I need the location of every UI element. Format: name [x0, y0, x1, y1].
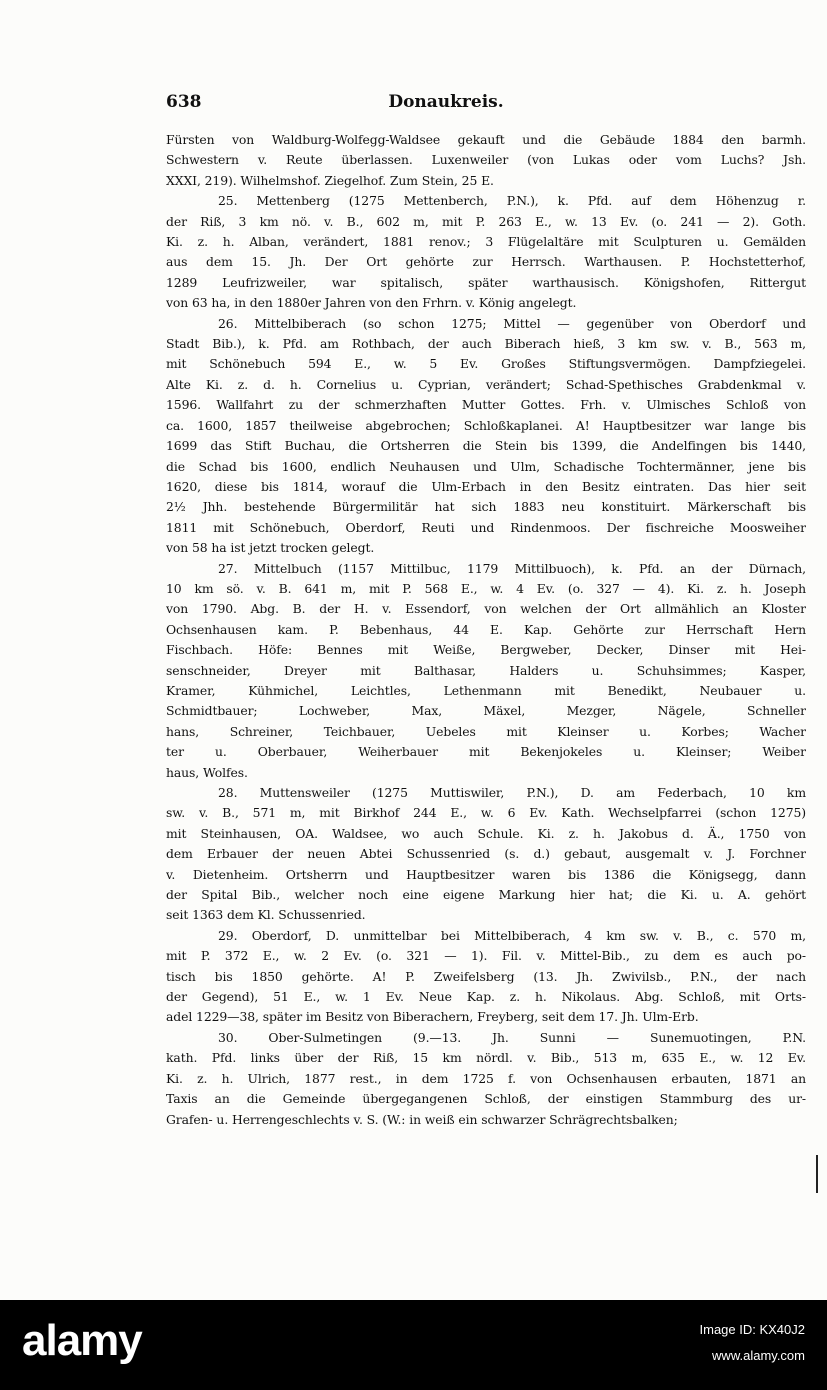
- entry-paragraph: [166, 783, 806, 926]
- text-line: Ochsenhausen kam. P. Bebenhaus, 44 E. Kap. Gehörte zur Herrschaft Hern: [166, 621, 806, 637]
- body-text: [166, 130, 806, 1130]
- entry-paragraph: [166, 1028, 806, 1130]
- text-line: 2½ Jhh. bestehende Bürgermilitär hat sich 1883 neu konstituirt. Märkerschaft bis: [166, 499, 806, 515]
- text-line: adel 1229—38, später im Besitz von Biberachern, Freyberg, seit dem 17. Jh. Ulm-Erb.: [166, 1009, 699, 1025]
- text-line: haus, Wolfes.: [166, 764, 248, 780]
- text-line: 28. Muttensweiler (1275 Muttiswiler, P.N.), D. am Federbach, 10 km: [218, 785, 806, 800]
- text-line: Grafen- u. Herrengeschlechts v. S. (W.: in weiß ein schwarzer Schrägrechtsbalken;: [166, 1111, 678, 1127]
- text-line: Fürsten von Waldburg-Wolfegg-Waldsee gekauft und die Gebäude 1884 den barmh.: [166, 132, 806, 147]
- text-line: 25. Mettenberg (1275 Mettenberch, P.N.), k. Pfd. auf dem Höhenzug r.: [218, 193, 806, 209]
- text-line: 1289 Leufrizweiler, war spitalisch, später warthausisch. Königshofen, Rittergut: [166, 274, 806, 290]
- text-line: Taxis an die Gemeinde übergegangenen Schloß, der einstigen Stammburg des ur-: [166, 1091, 806, 1107]
- text-line: hans, Schreiner, Teichbauer, Uebeles mit Kleinser u. Korbes; Wacher: [166, 723, 806, 739]
- watermark-footer: [0, 1300, 827, 1390]
- text-line: 1699 das Stift Buchau, die Ortsherren die Stein bis 1399, die Andelfingen bis 1440,: [166, 438, 806, 454]
- text-line: Stadt Bib.), k. Pfd. am Rothbach, der auch Biberach hieß, 3 km sw. v. B., 563 m,: [166, 336, 806, 352]
- text-line: senschneider, Dreyer mit Balthasar, Halders u. Schuhsimmes; Kasper,: [166, 662, 806, 678]
- text-line: Alte Ki. z. d. h. Cornelius u. Cyprian, verändert; Schad-Spethisches Grabdenkmal v.: [166, 376, 806, 392]
- text-line: 26. Mittelbiberach (so schon 1275; Mittel — gegenüber von Oberdorf und: [218, 315, 806, 331]
- footer-url: www.alamy.com: [712, 1348, 805, 1363]
- text-line: 29. Oberdorf, D. unmittelbar bei Mittelbiberach, 4 km sw. v. B., c. 570 m,: [218, 927, 806, 943]
- text-line: seit 1363 dem Kl. Schussenried.: [166, 907, 366, 923]
- text-line: mit Steinhausen, OA. Waldsee, wo auch Schule. Ki. z. h. Jakobus d. Ä., 1750 von: [166, 825, 806, 841]
- running-head: Donaukreis.: [388, 92, 504, 112]
- text-line: 27. Mittelbuch (1157 Mittilbuc, 1179 Mittilbuoch), k. Pfd. an der Dürnach,: [218, 560, 806, 576]
- image-id: Image ID: KX40J2: [699, 1322, 805, 1337]
- intro-paragraph: [166, 130, 806, 191]
- text-line: 1620, diese bis 1814, worauf die Ulm-Erbach in den Besitz eintraten. Das hier seit: [166, 478, 806, 494]
- page-edge-mark: [816, 1155, 818, 1193]
- text-line: dem Erbauer der neuen Abtei Schussenried (s. d.) gebaut, ausgemalt v. J. Forchner: [166, 846, 806, 862]
- text-line: aus dem 15. Jh. Der Ort gehörte zur Herrsch. Warthausen. P. Hochstetterhof,: [166, 254, 806, 270]
- text-line: Kramer, Kühmichel, Leichtles, Lethenmann mit Benedikt, Neubauer u.: [166, 682, 806, 698]
- text-line: tisch bis 1850 gehörte. A! P. Zweifelsberg (13. Jh. Zwivilsb., P.N., der nach: [166, 968, 806, 984]
- entry-paragraph: [166, 191, 806, 313]
- entry-paragraph: [166, 926, 806, 1028]
- text-line: der Riß, 3 km nö. v. B., 602 m, mit P. 263 E., w. 13 Ev. (o. 241 — 2). Goth.: [166, 213, 806, 229]
- text-line: der Spital Bib., welcher noch eine eigene Markung hier hat; die Ki. u. A. gehört: [166, 887, 806, 903]
- text-line: Schwestern v. Reute überlassen. Luxenweiler (von Lukas oder vom Luchs? Jsh.: [166, 152, 806, 168]
- page-number: 638: [166, 92, 202, 112]
- text-line: von 58 ha ist jetzt trocken gelegt.: [166, 540, 375, 556]
- entry-paragraph: [166, 559, 806, 783]
- text-line: ca. 1600, 1857 theilweise abgebrochen; Schloßkaplanei. A! Hauptbesitzer war lange bis: [166, 417, 806, 433]
- text-line: kath. Pfd. links über der Riß, 15 km nördl. v. Bib., 513 m, 635 E., w. 12 Ev.: [166, 1050, 806, 1066]
- text-line: XXXI, 219). Wilhelmshof. Ziegelhof. Zum Stein, 25 E.: [166, 172, 494, 188]
- text-line: v. Dietenheim. Ortsherrn und Hauptbesitzer waren bis 1386 die Königsegg, dann: [166, 866, 806, 882]
- text-line: von 1790. Abg. B. der H. v. Essendorf, von welchen der Ort allmählich an Kloster: [166, 601, 806, 617]
- text-line: von 63 ha, in den 1880er Jahren von den Frhrn. v. König angelegt.: [166, 295, 577, 311]
- text-line: Ki. z. h. Alban, verändert, 1881 renov.; 3 Flügelaltäre mit Sculpturen u. Gemälden: [166, 234, 806, 250]
- text-line: ter u. Oberbauer, Weiherbauer mit Bekenjokeles u. Kleinser; Weiber: [166, 744, 806, 760]
- text-line: Schmidtbauer; Lochweber, Max, Mäxel, Mezger, Nägele, Schneller: [166, 703, 806, 719]
- text-line: der Gegend), 51 E., w. 1 Ev. Neue Kap. z. h. Nikolaus. Abg. Schloß, mit Orts-: [166, 989, 806, 1005]
- page-header: [166, 92, 726, 116]
- text-line: mit P. 372 E., w. 2 Ev. (o. 321 — 1). Fil. v. Mittel-Bib., zu dem es auch po-: [166, 948, 806, 964]
- text-line: mit Schönebuch 594 E., w. 5 Ev. Großes Stiftungsvermögen. Dampfziegelei.: [166, 356, 806, 372]
- entry-paragraph: [166, 314, 806, 559]
- text-line: 1811 mit Schönebuch, Oberdorf, Reuti und Rindenmoos. Der fischreiche Moosweiher: [166, 519, 806, 535]
- text-line: 10 km sö. v. B. 641 m, mit P. 568 E., w. 4 Ev. (o. 327 — 4). Ki. z. h. Joseph: [166, 580, 806, 596]
- text-line: sw. v. B., 571 m, mit Birkhof 244 E., w. 6 Ev. Kath. Wechselpfarrei (schon 1275): [166, 805, 806, 821]
- text-line: die Schad bis 1600, endlich Neuhausen und Ulm, Schadische Tochtermänner, jene bis: [166, 458, 806, 474]
- alamy-logo: alamy: [22, 1316, 142, 1365]
- text-line: Fischbach. Höfe: Bennes mit Weiße, Bergweber, Decker, Dinser mit Hei-: [166, 642, 806, 658]
- text-line: 30. Ober-Sulmetingen (9.—13. Jh. Sunni — Sunemuotingen, P.N.: [218, 1029, 806, 1045]
- text-line: Ki. z. h. Ulrich, 1877 rest., in dem 1725 f. von Ochsenhausen erbauten, 1871 an: [166, 1070, 806, 1086]
- text-line: 1596. Wallfahrt zu der schmerzhaften Mutter Gottes. Frh. v. Ulmisches Schloß von: [166, 397, 806, 413]
